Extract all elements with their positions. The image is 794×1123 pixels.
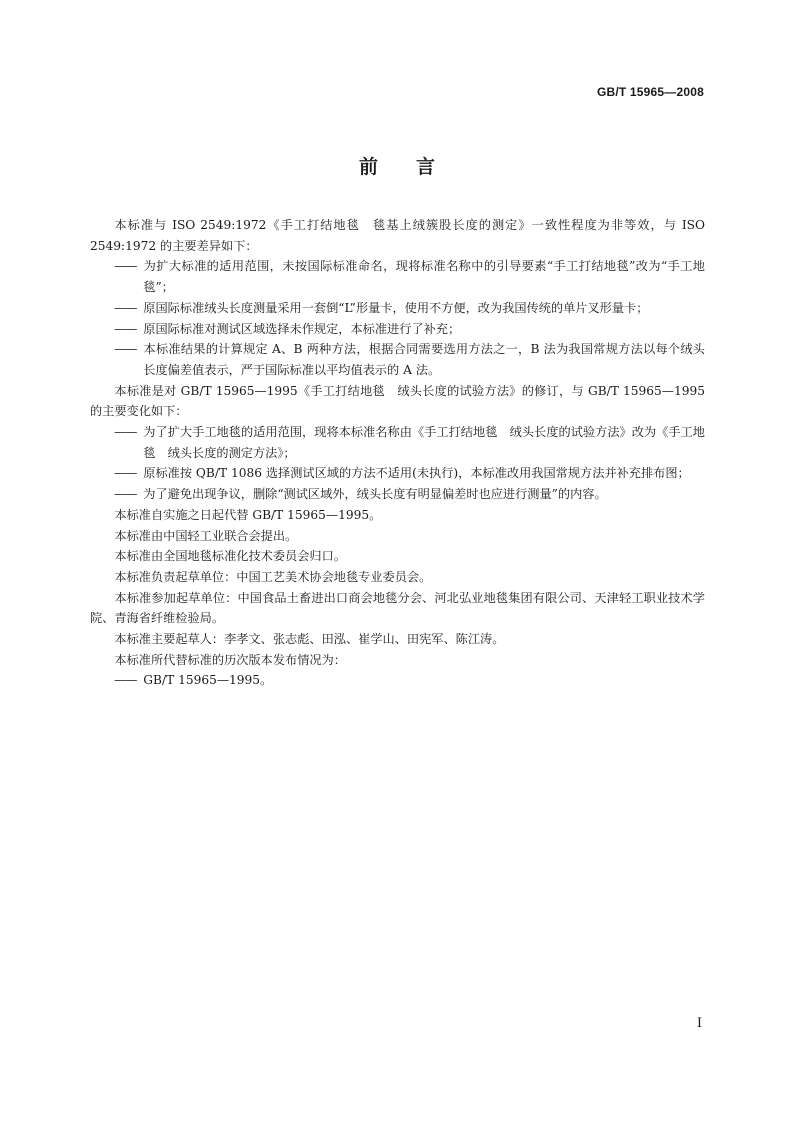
paragraph-administered-by: 本标准由全国地毯标准化技术委员会归口。 bbox=[114, 549, 346, 564]
list-dash: —— bbox=[114, 321, 137, 336]
paragraph-revision: 本标准是对 GB/T 15965—1995《手工打结地毯 绒头长度的试验方法》的修订，与 GB/T 15965—1995 的主要变化如下： bbox=[90, 383, 705, 419]
paragraph-drafting-unit: 本标准负责起草单位：中国工艺美术协会地毯专业委员会。 bbox=[114, 569, 432, 584]
list-item: —— 为了扩大手工地毯的适用范围，现将本标准名称由《手工打结地毯 绒头长度的试验方法》改为《手工地毯 绒头长度的测定方法》； bbox=[114, 422, 705, 463]
list-dash: —— bbox=[114, 487, 137, 502]
list-item: —— 为扩大标准的适用范围，未按国际标准命名，现将标准名称中的引导要素“手工打结地毯”改为“手工地毯”； bbox=[114, 256, 705, 297]
paragraph-participating-units: 本标准参加起草单位：中国食品土畜进出口商会地毯分会、河北弘业地毯集团有限公司、天津轻工职业技术学院、青海省纤维检验局。 bbox=[90, 590, 705, 626]
list-item: —— 为了避免出现争议，删除“测试区域外，绒头长度有明显偏差时也应进行测量”的内容。 bbox=[114, 484, 705, 505]
list-dash: —— bbox=[114, 342, 137, 357]
list-item: —— 本标准结果的计算规定 A、B 两种方法，根据合同需要选用方法之一，B 法为我国常规方法以每个绒头长度偏差值表示，严于国际标准以平均值表示的 A 法。 bbox=[114, 339, 705, 380]
page-number: I bbox=[696, 1016, 702, 1031]
title-char-1: 前 bbox=[358, 156, 378, 178]
standard-code: GB/T 15965—2008 bbox=[596, 85, 704, 99]
list-item: —— 原国际标准对测试区域选择未作规定，本标准进行了补充； bbox=[114, 319, 705, 340]
paragraph-proposed-by: 本标准由中国轻工业联合会提出。 bbox=[114, 528, 298, 543]
list-item: —— GB/T 15965—1995。 bbox=[114, 670, 705, 691]
paragraph-replaces: 本标准自实施之日起代替 GB/T 15965—1995。 bbox=[114, 507, 382, 522]
list-dash: —— bbox=[114, 259, 137, 274]
list-dash: —— bbox=[114, 466, 137, 481]
paragraph-history: 本标准所代替标准的历次版本发布情况为： bbox=[114, 652, 346, 667]
list-item: —— 原标准按 QB/T 1086 选择测试区域的方法不适用(未执行)，本标准改用我国常规方法并补充排布图； bbox=[114, 463, 705, 484]
list-item: —— 原国际标准绒头长度测量采用一套倒“L”形量卡，使用不方便，改为我国传统的单片叉形量卡； bbox=[114, 298, 705, 319]
paragraph-drafters: 本标准主要起草人：李孝文、张志彪、田泓、崔学山、田宪军、陈江涛。 bbox=[114, 632, 505, 647]
list-dash: —— bbox=[114, 300, 137, 315]
list-dash: —— bbox=[114, 673, 137, 688]
foreword-body bbox=[90, 215, 705, 691]
list-dash: —— bbox=[114, 425, 137, 440]
title-char-2: 言 bbox=[416, 156, 436, 178]
paragraph-intro: 本标准与 ISO 2549:1972《手工打结地毯 毯基上绒簇股长度的测定》一致性程度为非等效，与 ISO 2549:1972 的主要差异如下： bbox=[90, 218, 705, 253]
page-title bbox=[0, 152, 794, 179]
